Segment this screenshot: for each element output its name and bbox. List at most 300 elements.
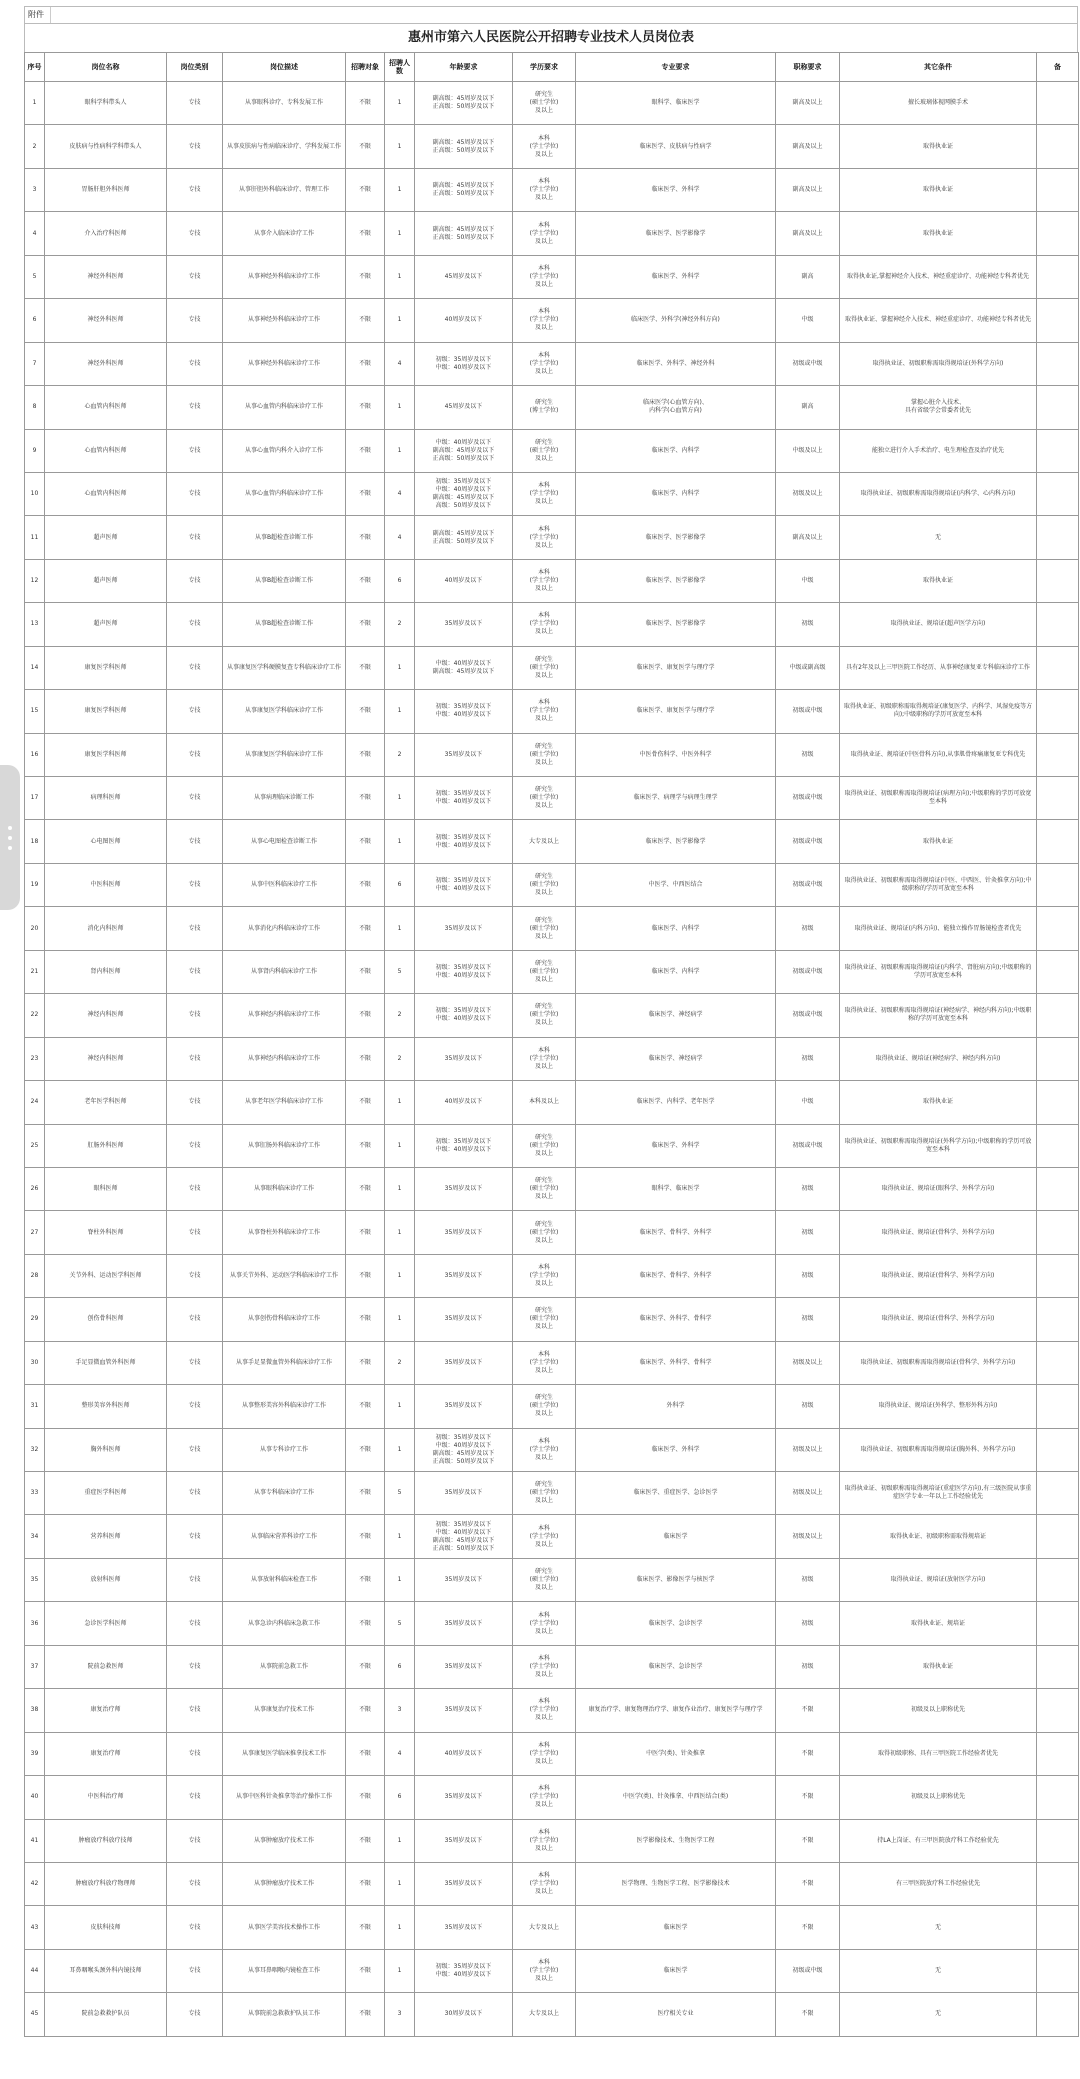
cell-target: 不限 xyxy=(346,907,385,950)
cell-target: 不限 xyxy=(346,994,385,1037)
cell-age: 35周岁及以下 xyxy=(415,1167,513,1210)
cell-category: 专技 xyxy=(167,1906,223,1949)
cell-age: 30周岁及以下 xyxy=(415,1993,513,2036)
table-row xyxy=(25,125,1079,168)
cell-description: 从事手足显微血管外科临床诊疗工作 xyxy=(223,1341,346,1384)
cell-category: 专技 xyxy=(167,1167,223,1210)
cell-description: 从事肛肠外科临床诊疗工作 xyxy=(223,1124,346,1167)
cell-category: 专技 xyxy=(167,1645,223,1688)
header-col-category: 岗位类别 xyxy=(167,53,223,82)
cell-major: 临床医学、影像医学与核医学 xyxy=(576,1558,776,1601)
cell-remark xyxy=(1037,820,1079,863)
cell-description: 从事医学美容技术操作工作 xyxy=(223,1906,346,1949)
cell-major: 临床医学、康复医学与理疗学 xyxy=(576,646,776,689)
cell-remark xyxy=(1037,1819,1079,1862)
cell-seq: 19 xyxy=(25,863,45,906)
cell-age: 初级：35周岁及以下 中级：40周岁及以下 xyxy=(415,690,513,733)
cell-title: 初级或中级 xyxy=(776,777,840,820)
cell-major: 临床医学、骨科学、外科学 xyxy=(576,1211,776,1254)
cell-education: 本科 (学士学位) 及以上 xyxy=(513,1037,576,1080)
cell-description: 从事肿瘤放疗技术工作 xyxy=(223,1862,346,1905)
cell-category: 专技 xyxy=(167,1558,223,1601)
cell-count: 1 xyxy=(385,299,415,342)
cell-target: 不限 xyxy=(346,1993,385,2036)
cell-other: 取得执业证、初级职称需取得规培证(内科学、心内科方向) xyxy=(840,472,1037,515)
cell-target: 不限 xyxy=(346,255,385,298)
header-col-title: 职称要求 xyxy=(776,53,840,82)
cell-category: 专技 xyxy=(167,907,223,950)
cell-remark xyxy=(1037,1862,1079,1905)
cell-education: 本科 (学士学位) 及以上 xyxy=(513,1862,576,1905)
cell-position-name: 心血管内科医师 xyxy=(45,429,167,472)
table-row xyxy=(25,255,1079,298)
cell-other: 取得执业证、规培证(超声医学方向) xyxy=(840,603,1037,646)
cell-seq: 30 xyxy=(25,1341,45,1384)
table-row xyxy=(25,1689,1079,1732)
cell-title: 初级或中级 xyxy=(776,863,840,906)
cell-other: 取得执业证、掌握神经介入技术、神经重症诊疗、功能神经专科者优先 xyxy=(840,299,1037,342)
cell-category: 专技 xyxy=(167,1081,223,1124)
cell-age: 35周岁及以下 xyxy=(415,1558,513,1601)
cell-position-name: 重症医学科医师 xyxy=(45,1472,167,1515)
cell-major: 临床医学、医学影像学 xyxy=(576,212,776,255)
cell-count: 1 xyxy=(385,255,415,298)
cell-description: 从事康复医学临床推拿技术工作 xyxy=(223,1732,346,1775)
cell-count: 1 xyxy=(385,1081,415,1124)
cell-target: 不限 xyxy=(346,429,385,472)
cell-seq: 6 xyxy=(25,299,45,342)
cell-title: 初级 xyxy=(776,603,840,646)
cell-major: 医学物理、生物医学工程、医学影像技术 xyxy=(576,1862,776,1905)
cell-education: 本科 (学士学位) 及以上 xyxy=(513,516,576,559)
cell-other: 取得执业证、初级职称需取得规培证(外科学方向) xyxy=(840,342,1037,385)
cell-seq: 12 xyxy=(25,559,45,602)
cell-other: 取得执业证、初级职称需取得规培证(胸外科、外科学方向) xyxy=(840,1428,1037,1471)
cell-age: 35周岁及以下 xyxy=(415,1689,513,1732)
cell-age: 35周岁及以下 xyxy=(415,1645,513,1688)
cell-education: 本科 (学士学位) 及以上 xyxy=(513,472,576,515)
cell-description: 从事神经内科临床诊疗工作 xyxy=(223,994,346,1037)
cell-count: 1 xyxy=(385,125,415,168)
header-col-other: 其它条件 xyxy=(840,53,1037,82)
cell-other: 无 xyxy=(840,516,1037,559)
cell-target: 不限 xyxy=(346,1689,385,1732)
cell-position-name: 脊柱外科医师 xyxy=(45,1211,167,1254)
cell-other: 取得执业证、规培证(骨科学、外科学方向) xyxy=(840,1298,1037,1341)
cell-count: 1 xyxy=(385,1906,415,1949)
cell-age: 初级：35周岁及以下 中级：40周岁及以下 xyxy=(415,994,513,1037)
cell-other: 取得执业证、规培证(外科学、整形外科方向) xyxy=(840,1385,1037,1428)
cell-other: 取得执业证、规培证 xyxy=(840,1602,1037,1645)
cell-education: 研究生 (硕士学位) 及以上 xyxy=(513,1211,576,1254)
cell-age: 35周岁及以下 xyxy=(415,907,513,950)
cell-education: 研究生 (硕士学位) 及以上 xyxy=(513,733,576,776)
cell-age: 35周岁及以下 xyxy=(415,1037,513,1080)
cell-seq: 38 xyxy=(25,1689,45,1732)
cell-count: 6 xyxy=(385,559,415,602)
cell-count: 4 xyxy=(385,516,415,559)
cell-count: 1 xyxy=(385,1819,415,1862)
cell-target: 不限 xyxy=(346,1645,385,1688)
cell-seq: 15 xyxy=(25,690,45,733)
cell-education: 本科 (学士学位) 及以上 xyxy=(513,1254,576,1297)
cell-major: 临床医学、外科学、神经外科 xyxy=(576,342,776,385)
cell-position-name: 肿瘤放疗科放疗物理师 xyxy=(45,1862,167,1905)
cell-description: 从事整形美容外科临床诊疗工作 xyxy=(223,1385,346,1428)
cell-age: 初级：35周岁及以下 中级：40周岁及以下 副高级：45周岁及以下 高级：50周岁及以下 xyxy=(415,472,513,515)
cell-education: 研究生 (硕士学位) 及以上 xyxy=(513,1298,576,1341)
cell-count: 1 xyxy=(385,1211,415,1254)
cell-seq: 33 xyxy=(25,1472,45,1515)
table-row xyxy=(25,863,1079,906)
cell-category: 专技 xyxy=(167,1732,223,1775)
cell-seq: 9 xyxy=(25,429,45,472)
cell-major: 临床医学、皮肤病与性病学 xyxy=(576,125,776,168)
cell-category: 专技 xyxy=(167,516,223,559)
header-col-position-name: 岗位名称 xyxy=(45,53,167,82)
table-row xyxy=(25,1819,1079,1862)
cell-age: 初级：35周岁及以下 中级：40周岁及以下 xyxy=(415,950,513,993)
table-row xyxy=(25,168,1079,211)
cell-target: 不限 xyxy=(346,1862,385,1905)
cell-major: 临床医学、外科学 xyxy=(576,1124,776,1167)
cell-remark xyxy=(1037,1211,1079,1254)
cell-seq: 7 xyxy=(25,342,45,385)
cell-target: 不限 xyxy=(346,1602,385,1645)
cell-description: 从事专科临床诊疗工作 xyxy=(223,1472,346,1515)
cell-title: 不限 xyxy=(776,1862,840,1905)
cell-description: 从事心血管内科介入诊疗工作 xyxy=(223,429,346,472)
cell-description: 从事B超检查诊断工作 xyxy=(223,559,346,602)
cell-category: 专技 xyxy=(167,603,223,646)
cell-description: 从事肿瘤放疗技术工作 xyxy=(223,1819,346,1862)
cell-description: 从事康复医学科临床诊疗工作 xyxy=(223,733,346,776)
cell-title: 中级 xyxy=(776,299,840,342)
cell-position-name: 手足显微血管外科医师 xyxy=(45,1341,167,1384)
cell-age: 35周岁及以下 xyxy=(415,1211,513,1254)
cell-seq: 29 xyxy=(25,1298,45,1341)
cell-title: 不限 xyxy=(776,1689,840,1732)
cell-remark xyxy=(1037,1558,1079,1601)
cell-seq: 1 xyxy=(25,82,45,125)
cell-title: 副高及以上 xyxy=(776,125,840,168)
cell-major: 临床医学 xyxy=(576,1515,776,1558)
header-col-target: 招聘对象 xyxy=(346,53,385,82)
cell-age: 初级：35周岁及以下 中级：40周岁及以下 xyxy=(415,342,513,385)
cell-category: 专技 xyxy=(167,733,223,776)
cell-category: 专技 xyxy=(167,1428,223,1471)
cell-position-name: 院前急救救护队员 xyxy=(45,1993,167,2036)
cell-education: 本科 (学士学位) 及以上 xyxy=(513,690,576,733)
table-row xyxy=(25,1472,1079,1515)
table-row xyxy=(25,1645,1079,1688)
cell-major: 临床医学、神经病学 xyxy=(576,994,776,1037)
cell-position-name: 超声医师 xyxy=(45,516,167,559)
cell-remark xyxy=(1037,1472,1079,1515)
cell-position-name: 胃肠肝胆外科医师 xyxy=(45,168,167,211)
cell-other: 取得执业证 xyxy=(840,168,1037,211)
cell-target: 不限 xyxy=(346,125,385,168)
table-row xyxy=(25,1037,1079,1080)
cell-category: 专技 xyxy=(167,1993,223,2036)
cell-age: 45周岁及以下 xyxy=(415,255,513,298)
cell-education: 本科 (学士学位) 及以上 xyxy=(513,1645,576,1688)
cell-education: 本科 (学士学位) 及以上 xyxy=(513,603,576,646)
cell-count: 1 xyxy=(385,1167,415,1210)
cell-remark xyxy=(1037,1906,1079,1949)
cell-major: 临床医学、外科学(神经外科方向) xyxy=(576,299,776,342)
cell-education: 本科 (学士学位) 及以上 xyxy=(513,255,576,298)
cell-target: 不限 xyxy=(346,777,385,820)
cell-position-name: 眼科医师 xyxy=(45,1167,167,1210)
cell-education: 本科 (学士学位) 及以上 xyxy=(513,1341,576,1384)
cell-count: 2 xyxy=(385,1341,415,1384)
cell-major: 临床医学、内科学 xyxy=(576,472,776,515)
cell-remark xyxy=(1037,994,1079,1037)
cell-remark xyxy=(1037,559,1079,602)
cell-education: 大专及以上 xyxy=(513,1906,576,1949)
cell-title: 初级或中级 xyxy=(776,1124,840,1167)
cell-major: 临床医学、康复医学与理疗学 xyxy=(576,690,776,733)
cell-age: 初级：35周岁及以下 中级：40周岁及以下 副高级：45周岁及以下 正高级：50周岁及以下 xyxy=(415,1515,513,1558)
cell-title: 副高及以上 xyxy=(776,212,840,255)
table-row xyxy=(25,1558,1079,1601)
side-drag-handle[interactable] xyxy=(0,765,20,910)
cell-remark xyxy=(1037,1993,1079,2036)
cell-remark xyxy=(1037,1385,1079,1428)
cell-target: 不限 xyxy=(346,733,385,776)
cell-age: 初级：35周岁及以下 中级：40周岁及以下 xyxy=(415,1124,513,1167)
cell-seq: 21 xyxy=(25,950,45,993)
cell-seq: 43 xyxy=(25,1906,45,1949)
cell-position-name: 中医科医师 xyxy=(45,863,167,906)
cell-remark xyxy=(1037,342,1079,385)
cell-count: 1 xyxy=(385,386,415,429)
cell-other: 取得执业证、规培证(中医骨科方向),从事肌骨疼痛康复亚专科优先 xyxy=(840,733,1037,776)
cell-position-name: 康复医学科医师 xyxy=(45,646,167,689)
cell-title: 初级 xyxy=(776,733,840,776)
cell-major: 临床医学、外科学 xyxy=(576,168,776,211)
cell-target: 不限 xyxy=(346,82,385,125)
cell-age: 40周岁及以下 xyxy=(415,1081,513,1124)
cell-seq: 42 xyxy=(25,1862,45,1905)
cell-other: 无 xyxy=(840,1949,1037,1992)
cell-category: 专技 xyxy=(167,1037,223,1080)
cell-target: 不限 xyxy=(346,820,385,863)
cell-category: 专技 xyxy=(167,472,223,515)
cell-other: 持LA上岗证、有三甲医院放疗科工作经验优先 xyxy=(840,1819,1037,1862)
cell-position-name: 皮肤科技师 xyxy=(45,1906,167,1949)
cell-position-name: 神经内科医师 xyxy=(45,994,167,1037)
cell-remark xyxy=(1037,777,1079,820)
cell-other: 取得执业证 xyxy=(840,820,1037,863)
cell-age: 35周岁及以下 xyxy=(415,1602,513,1645)
cell-count: 1 xyxy=(385,429,415,472)
cell-position-name: 中医科治疗师 xyxy=(45,1776,167,1819)
cell-position-name: 老年医学科医师 xyxy=(45,1081,167,1124)
cell-category: 专技 xyxy=(167,1776,223,1819)
cell-seq: 41 xyxy=(25,1819,45,1862)
cell-title: 初级及以上 xyxy=(776,1472,840,1515)
cell-education: 研究生 (硕士学位) 及以上 xyxy=(513,777,576,820)
cell-major: 康复治疗学、康复物理治疗学、康复作业治疗、康复医学与理疗学 xyxy=(576,1689,776,1732)
cell-count: 1 xyxy=(385,82,415,125)
cell-age: 35周岁及以下 xyxy=(415,1906,513,1949)
cell-category: 专技 xyxy=(167,646,223,689)
table-body xyxy=(25,82,1079,2037)
cell-position-name: 肾内科医师 xyxy=(45,950,167,993)
cell-age: 40周岁及以下 xyxy=(415,559,513,602)
cell-position-name: 创伤骨科医师 xyxy=(45,1298,167,1341)
cell-count: 3 xyxy=(385,1993,415,2036)
cell-description: 从事院前急救救护队员工作 xyxy=(223,1993,346,2036)
cell-category: 专技 xyxy=(167,386,223,429)
cell-position-name: 营养科医师 xyxy=(45,1515,167,1558)
cell-other: 取得执业证、规培证(骨科学、外科学方向) xyxy=(840,1254,1037,1297)
cell-remark xyxy=(1037,1689,1079,1732)
cell-title: 初级 xyxy=(776,1037,840,1080)
cell-seq: 18 xyxy=(25,820,45,863)
table-row xyxy=(25,994,1079,1037)
cell-major: 临床医学、神经病学 xyxy=(576,1037,776,1080)
cell-description: 从事老年医学科临床诊疗工作 xyxy=(223,1081,346,1124)
cell-count: 1 xyxy=(385,1558,415,1601)
cell-count: 1 xyxy=(385,1428,415,1471)
cell-seq: 13 xyxy=(25,603,45,646)
cell-education: 研究生 (硕士学位) 及以上 xyxy=(513,1472,576,1515)
cell-remark xyxy=(1037,429,1079,472)
cell-other: 取得执业证,掌握神经介入技术、神经重症诊疗、功能神经专科者优先 xyxy=(840,255,1037,298)
cell-position-name: 肿瘤放疗科放疗技师 xyxy=(45,1819,167,1862)
cell-education: 大专及以上 xyxy=(513,820,576,863)
cell-title: 初级 xyxy=(776,907,840,950)
cell-other: 具有2年及以上三甲医院工作经历、从事神经康复亚专科临床诊疗工作 xyxy=(840,646,1037,689)
cell-seq: 17 xyxy=(25,777,45,820)
cell-title: 初级 xyxy=(776,1558,840,1601)
cell-remark xyxy=(1037,516,1079,559)
cell-title: 不限 xyxy=(776,1776,840,1819)
cell-description: 从事消化内科临床诊疗工作 xyxy=(223,907,346,950)
cell-seq: 32 xyxy=(25,1428,45,1471)
cell-age: 35周岁及以下 xyxy=(415,733,513,776)
table-row xyxy=(25,1124,1079,1167)
table-header-row xyxy=(25,53,1079,82)
cell-title: 不限 xyxy=(776,1906,840,1949)
cell-seq: 16 xyxy=(25,733,45,776)
cell-other: 取得执业证 xyxy=(840,559,1037,602)
cell-count: 2 xyxy=(385,603,415,646)
cell-education: 本科 (学士学位) 及以上 xyxy=(513,1515,576,1558)
cell-description: 从事眼科诊疗、专科发展工作 xyxy=(223,82,346,125)
cell-seq: 35 xyxy=(25,1558,45,1601)
cell-description: 从事中医科针灸推拿等治疗操作工作 xyxy=(223,1776,346,1819)
cell-major: 临床医学、医学影像学 xyxy=(576,516,776,559)
cell-count: 1 xyxy=(385,1862,415,1905)
cell-target: 不限 xyxy=(346,1819,385,1862)
cell-education: 本科 (学士学位) 及以上 xyxy=(513,1776,576,1819)
cell-other: 取得执业证、初级职称需取得规培证(康复医学、内科学、风湿免疫等方向);中级职称的学历可放宽至本科 xyxy=(840,690,1037,733)
cell-age: 副高级：45周岁及以下 正高级：50周岁及以下 xyxy=(415,212,513,255)
table-row xyxy=(25,1949,1079,1992)
cell-remark xyxy=(1037,1298,1079,1341)
cell-education: 本科 (学士学位) 及以上 xyxy=(513,212,576,255)
cell-education: 本科 (学士学位) 及以上 xyxy=(513,559,576,602)
table-row xyxy=(25,820,1079,863)
cell-target: 不限 xyxy=(346,1167,385,1210)
cell-seq: 27 xyxy=(25,1211,45,1254)
cell-age: 初级：35周岁及以下 中级：40周岁及以下 xyxy=(415,777,513,820)
table-row xyxy=(25,950,1079,993)
table-row xyxy=(25,1167,1079,1210)
cell-seq: 2 xyxy=(25,125,45,168)
cell-position-name: 心血管内科医师 xyxy=(45,386,167,429)
cell-education: 本科 (学士学位) 及以上 xyxy=(513,1428,576,1471)
cell-other: 取得执业证、初级职称需取得规培证(病理方向);中级职称的学历可放宽至本科 xyxy=(840,777,1037,820)
cell-description: 从事康复医学科临床诊疗工作 xyxy=(223,690,346,733)
cell-remark xyxy=(1037,863,1079,906)
cell-remark xyxy=(1037,1428,1079,1471)
cell-remark xyxy=(1037,168,1079,211)
cell-age: 副高级：45周岁及以下 正高级：50周岁及以下 xyxy=(415,82,513,125)
cell-target: 不限 xyxy=(346,386,385,429)
cell-education: 研究生 (硕士学位) 及以上 xyxy=(513,1385,576,1428)
cell-education: 研究生 (硕士学位) 及以上 xyxy=(513,950,576,993)
cell-other: 取得执业证、初级职称需取得规培证(重症医学方向),有三级医院从事重症医学专业一年以上工作经验优先 xyxy=(840,1472,1037,1515)
cell-category: 专技 xyxy=(167,342,223,385)
cell-count: 1 xyxy=(385,1254,415,1297)
cell-category: 专技 xyxy=(167,1298,223,1341)
table-row xyxy=(25,516,1079,559)
table-row xyxy=(25,429,1079,472)
cell-education: 研究生 (硕士学位) 及以上 xyxy=(513,82,576,125)
cell-category: 专技 xyxy=(167,1211,223,1254)
cell-major: 临床医学、外科学 xyxy=(576,1428,776,1471)
cell-remark xyxy=(1037,472,1079,515)
cell-age: 副高级：45周岁及以下 正高级：50周岁及以下 xyxy=(415,168,513,211)
cell-education: 本科 (学士学位) 及以上 xyxy=(513,342,576,385)
spreadsheet-sheet xyxy=(24,6,1078,2037)
cell-title: 初级或中级 xyxy=(776,820,840,863)
cell-major: 临床医学、骨科学、外科学 xyxy=(576,1254,776,1297)
cell-category: 专技 xyxy=(167,1602,223,1645)
cell-description: 从事皮肤病与性病临床诊疗、学科发展工作 xyxy=(223,125,346,168)
cell-major: 眼科学、临床医学 xyxy=(576,1167,776,1210)
cell-major: 临床医学、内科学 xyxy=(576,907,776,950)
cell-count: 2 xyxy=(385,994,415,1037)
cell-target: 不限 xyxy=(346,168,385,211)
cell-position-name: 放射科医师 xyxy=(45,1558,167,1601)
table-row xyxy=(25,1211,1079,1254)
cell-major: 临床医学、重症医学、急诊医学 xyxy=(576,1472,776,1515)
cell-other: 取得执业证、初级职称需取得规培证(神经病学、神经内科方向);中级职称的学历可放宽至本科 xyxy=(840,994,1037,1037)
cell-target: 不限 xyxy=(346,1385,385,1428)
cell-age: 35周岁及以下 xyxy=(415,1254,513,1297)
cell-title: 初级 xyxy=(776,1167,840,1210)
cell-education: 研究生 (硕士学位) 及以上 xyxy=(513,907,576,950)
table-row xyxy=(25,342,1079,385)
cell-age: 初级：35周岁及以下 中级：40周岁及以下 xyxy=(415,863,513,906)
cell-other: 取得执业证 xyxy=(840,1081,1037,1124)
cell-major: 临床医学、外科学 xyxy=(576,255,776,298)
table-row xyxy=(25,1428,1079,1471)
cell-age: 初级：35周岁及以下 中级：40周岁及以下 副高级：45周岁及以下 正高级：50周岁及以下 xyxy=(415,1428,513,1471)
cell-description: 从事肝胆外科临床诊疗、管理工作 xyxy=(223,168,346,211)
cell-seq: 44 xyxy=(25,1949,45,1992)
cell-target: 不限 xyxy=(346,472,385,515)
cell-age: 35周岁及以下 xyxy=(415,1385,513,1428)
header-col-seq: 序号 xyxy=(25,53,45,82)
cell-title: 中级或副高级 xyxy=(776,646,840,689)
